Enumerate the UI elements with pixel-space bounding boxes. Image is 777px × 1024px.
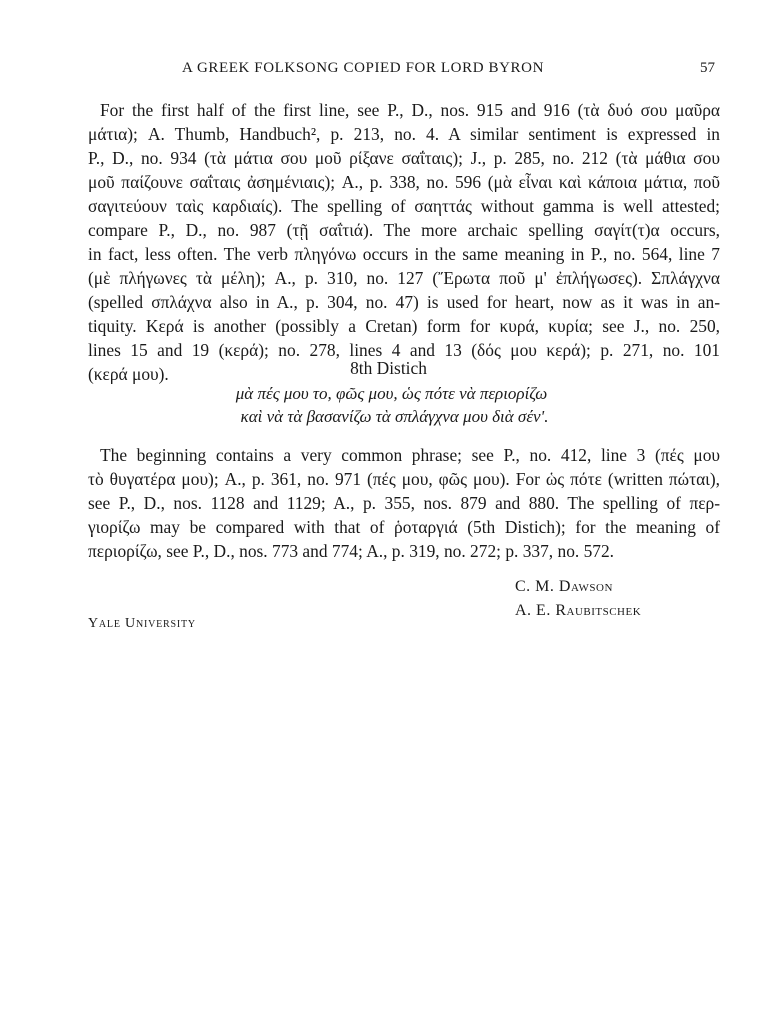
verse-line: καὶ νὰ τὰ βασανίζω τὰ σπλάγχνα μου διὰ σέν'. (240, 407, 549, 426)
paragraph-line: (spelled σπλάχνα also in A., p. 304, no. 47) is used for heart, now as it was in an- (88, 292, 720, 312)
paragraph-line: (μὲ πλήγωνες τὰ μέλη); A., p. 310, no. 127 (Ἔρωτα ποῦ μ' ἐπλήγωσες). Σπλάγχνα (88, 268, 720, 288)
paragraph-line: tiquity. Κερά is another (possibly a Cretan) form for κυρά, κυρία; see J., no. 250, (88, 316, 720, 336)
paragraph-second (88, 443, 720, 563)
running-title: A GREEK FOLKSONG COPIED FOR LORD BYRON (182, 60, 544, 76)
author-name: A. E. Raubitschek (515, 602, 642, 619)
paragraph-line: μάτια); A. Thumb, Handbuch², p. 213, no. 4. A similar sentiment is expressed in (88, 124, 720, 144)
paragraph-line: For the first half of the first line, see P., D., nos. 915 and 916 (τὰ δυό σου μαῦρα (100, 100, 720, 120)
author-signatures (515, 575, 735, 623)
page-number: 57 (700, 60, 715, 76)
verse-line: μὰ πές μου το, φῶς μου, ὡς πότε νὰ περιορίζω (235, 384, 548, 403)
paragraph-first (88, 98, 720, 386)
paragraph-line: τὸ θυγατέρα μου); A., p. 361, no. 971 (πές μου, φῶς μου). For ὡς πότε (written πώται), (88, 469, 720, 489)
paragraph-line: γιορίζω may be compared with that of ῥοταργιά (5th Distich); for the meaning of (88, 517, 720, 537)
verse-distich (0, 382, 777, 428)
paragraph-line: μοῦ παίζουνε σαΐταις ἀσημένιαις); A., p. 338, no. 596 (μὰ εἶναι καὶ κάποια μάτια, ποῦ (88, 172, 720, 192)
author-affiliation: Yale University (88, 616, 196, 631)
paragraph-line: P., D., no. 934 (τὰ μάτια σου μοῦ ρίξανε σαΐταις); J., p. 285, no. 212 (τὰ μάθια σου (88, 148, 720, 168)
running-head (0, 60, 777, 82)
paragraph-line: see P., D., nos. 1128 and 1129; A., p. 355, nos. 879 and 880. The spelling of περ- (88, 493, 720, 513)
paragraph-line: compare P., D., no. 987 (τῇ σαΐτιά). The more archaic spelling σαγίτ(τ)α occurs, (88, 220, 720, 240)
author-name: C. M. Dawson (515, 578, 613, 595)
paragraph-line: (κερά μου). (88, 364, 169, 384)
section-heading: 8th Distich (350, 358, 427, 378)
paragraph-line: σαγιτεύουν ταὶς καρδιαίς). The spelling of σαηττάς without gamma is well attested; (88, 196, 720, 216)
paragraph-line: in fact, less often. The verb πληγόνω occurs in the same meaning in P., no. 564, line 7 (88, 244, 720, 264)
paragraph-line: The beginning contains a very common phrase; see P., no. 412, line 3 (πές μου (100, 445, 720, 465)
paragraph-line: lines 15 and 19 (κερά); no. 278, lines 4 and 13 (δός μου κερά); p. 271, no. 101 (88, 340, 720, 360)
paragraph-line: περιορίζω, see P., D., nos. 773 and 774; A., p. 319, no. 272; p. 337, no. 572. (88, 541, 615, 561)
